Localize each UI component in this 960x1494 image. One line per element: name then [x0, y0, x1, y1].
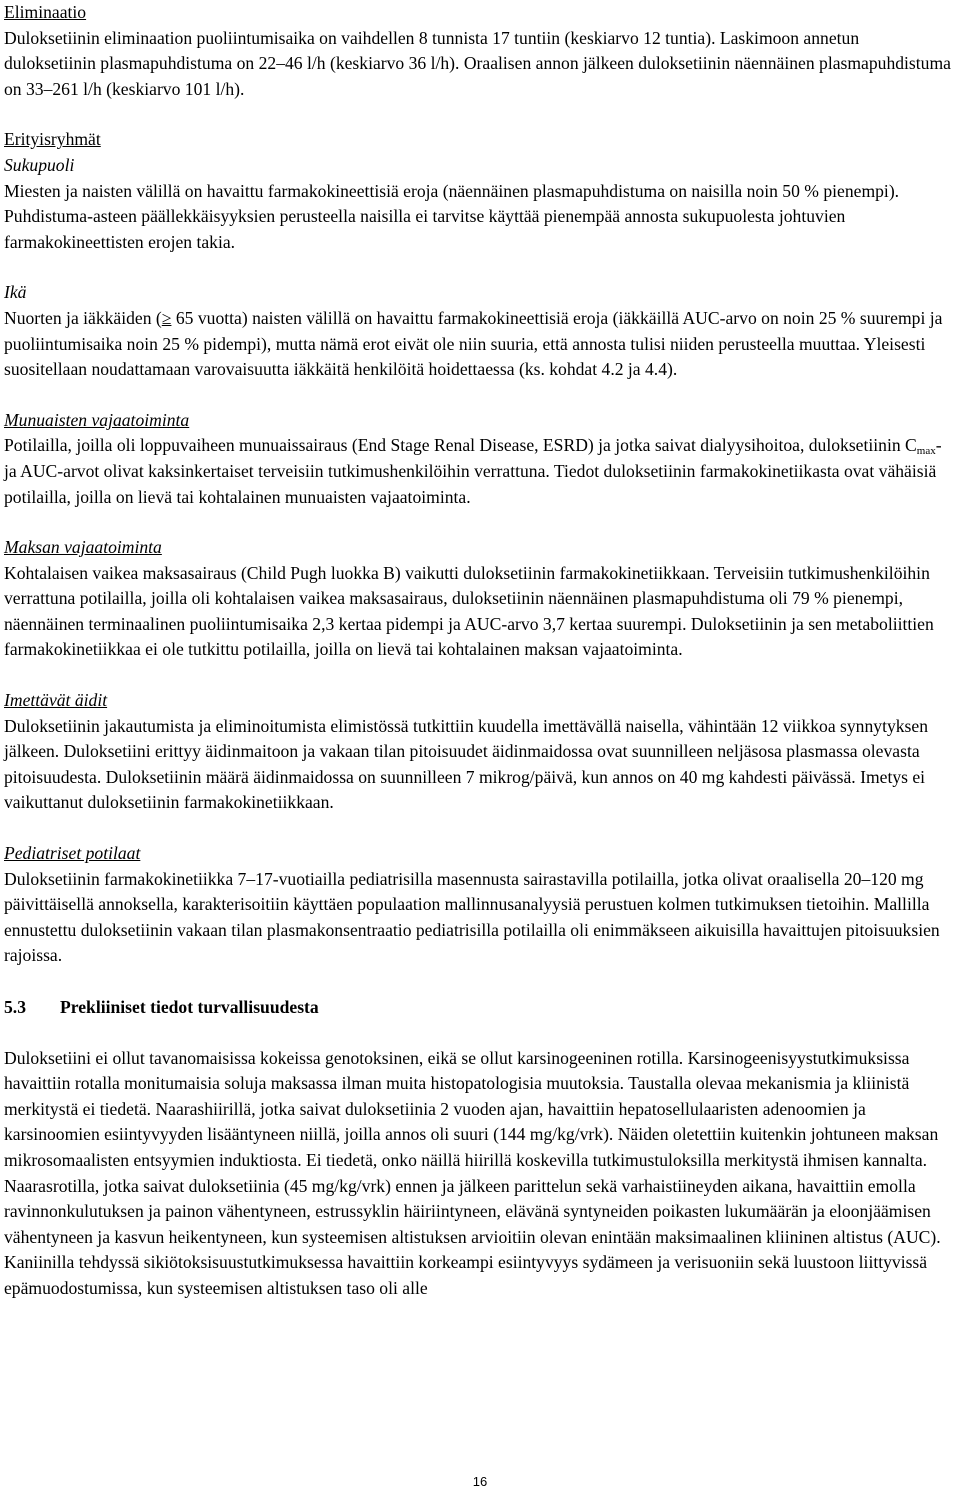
age-section — [4, 280, 954, 382]
renal-paragraph — [4, 433, 954, 510]
special-groups-section — [4, 127, 954, 255]
elimination-section — [4, 0, 954, 102]
renal-section — [4, 408, 954, 510]
renal-text-start: Potilailla, joilla oli loppuvaiheen munuaissairaus (End Stage Renal Disease, ESRD) ja jotka saivat dialyysihoitoa, duloksetiinin C — [4, 435, 917, 456]
nursing-paragraph: Duloksetiinin jakautumista ja eliminoitumista elimistössä tutkittiin kuudella imettävällä naisella, vähintään 12 viikkoa synnytyksen jälkeen. Duloksetiini erittyy äidinmaitoon ja vakaan tilan pitoisuudet äidinmaidossa ovat suunnilleen neljäsosa plasmassa olevasta pitoisuudesta. Duloksetiinin määrä äidinmaidossa on suunnilleen 7 mikrog/päivä, kun annos on 40 mg kahdesti päivässä. Imetys ei vaikuttanut duloksetiinin farmakokinetiikkaan. — [4, 715, 929, 813]
cmax-subscript: max — [916, 445, 936, 458]
nursing-section — [4, 688, 954, 816]
age-text-end: 65 vuotta) naisten välillä on havaittu farmakokineettisiä eroja (iäkkäillä AUC-arvo on noin 25 % suurempi ja puoliintumisaika noin 25 % pidempi), mutta nämä erot eivät ole niin suuria, että annosta tulisi niiden perusteella muuttaa. Yleisesti suositellaan noudattamaan varovaisuutta iäkkäitä henkilöitä hoidettaessa (ks. kohdat 4.2 ja 4.4). — [4, 307, 943, 380]
page-number: 16 — [472, 1474, 488, 1489]
preclinical-section — [4, 1046, 954, 1302]
pediatric-paragraph: Duloksetiinin farmakokinetiikka 7–17-vuotiailla pediatrisilla masennusta sairastavilla potilailla, jotka olivat oraalisella 20–120 mg päivittäisellä annoksella, karakterisoitiin käyttäen populaation mallinnusanalyysiä perustuen kolmen tutkimuksen tietoihin. Mallilla ennustettu duloksetiinin vakaan tilan plasmakonsentraatio pediatrisilla potilailla oli enimmäkseen aikuisilla havaittujen pitoisuuksien rajoissa. — [4, 868, 940, 966]
special-groups-heading: Erityisryhmät — [4, 129, 101, 150]
hepatic-section — [4, 535, 954, 663]
hepatic-paragraph: Kohtalaisen vaikea maksasairaus (Child Pugh luokka B) vaikutti duloksetiinin farmakokinetiikkaan. Terveisiin tutkimushenkilöihin verrattuna potilailla, joilla oli kohtalaisen vaikea maksasairaus, duloksetiinin näennäinen plasmapuhdistuma oli 79 % pienempi, näennäinen terminaalinen puoliintumisaika 2,3 kertaa pidempi ja AUC-arvo 3,7 kertaa suurempi. Duloksetiinin ja sen metaboliittien farmakokinetiikkaa ei ole tutkittu potilailla, joilla on lievä tai kohtalainen maksan vajaatoiminta. — [4, 562, 934, 660]
preclinical-paragraph: Duloksetiini ei ollut tavanomaisissa kokeissa genotoksinen, eikä se ollut karsinogeeninen rotilla. Karsinogeenisyystutkimuksissa havaittiin rotalla monitumaisia soluja maksassa ilman muita histopatologisia muutoksia. Taustalla olevaa mekanismia ja kliinistä merkitystä ei tiedetä. Naarashiirillä, jotka saivat duloksetiinia 2 vuoden ajan, havaittiin hepatosellulaaristen adenoomien ja karsinoomien esiintyvyyden lisääntyneen niillä, joilla annos oli suuri (144 mg/kg/vrk). Näiden oletettiin kuitenkin johtuneen maksan mikrosomaalisten entsyymien induktiosta. Ei tiedetä, onko näillä hiirillä koskevilla tutkimustuloksilla merkitystä ihmisen kannalta. Naarasrotilla, jotka saivat duloksetiinia (45 mg/kg/vrk) ennen ja jälkeen parittelun sekä varhaistiineyden aikana, havaittiin emolla ravinnonkulutuksen ja painon vähentyneen, estrussyklin häiriintyneen, elävänä syntyneiden poikasten lukumäärän ja eloonjäämisen vähentyneen ja kasvun heikentyneen, kun systeemisen altistuksen arvioitiin olevan enintään maksimaalinen kliininen altistus (AUC). Kaniinilla tehdyssä sikiötoksisuustutkimuksessa havaittiin korkeampi esiintyvyys sydämeen ja verisuoniin sekä luustoon liittyvissä epämuodostumissa, kun systeemisen altistuksen taso oli alle — [4, 1047, 941, 1298]
pediatric-section — [4, 841, 954, 969]
pediatric-heading: Pediatriset potilaat — [4, 843, 141, 864]
age-text-start: Nuorten ja iäkkäiden ( — [4, 307, 162, 328]
age-paragraph — [4, 306, 954, 383]
section-title: Prekliiniset tiedot turvallisuudesta — [60, 997, 319, 1017]
section-5-3-heading — [4, 995, 954, 1021]
hepatic-heading: Maksan vajaatoiminta — [4, 537, 162, 558]
document-page — [4, 0, 954, 1302]
renal-text-end: - ja AUC-arvot olivat kaksinkertaiset terveisiin tutkimushenkilöihin verrattuna. Tiedot duloksetiinin farmakokinetiikasta ovat vähäisiä potilailla, joilla on lievä tai kohtalainen munuaisten vajaatoiminta. — [4, 435, 942, 507]
sex-paragraph: Miesten ja naisten välillä on havaittu farmakokineettisiä eroja (näennäinen plasmapuhdistuma on naisilla noin 50 % pienempi). Puhdistuma-asteen päällekkäisyyksien perusteella naisilla ei tarvitse käyttää pienempää annosta sukupuolesta johtuvien farmakokineettisten erojen takia. — [4, 180, 900, 252]
sex-subheading: Sukupuoli — [4, 154, 75, 175]
elimination-heading: Eliminaatio — [4, 2, 87, 22]
elimination-paragraph: Duloksetiinin eliminaation puoliintumisaika on vaihdellen 8 tunnista 17 tuntiin (keskiarvo 12 tuntia). Laskimoon annetun duloksetiinin plasmapuhdistuma on 22–46 l/h (keskiarvo 36 l/h). Oraalisen annon jälkeen duloksetiinin näennäinen plasmapuhdistuma on 33–261 l/h (keskiarvo 101 l/h). — [4, 27, 951, 99]
nursing-heading: Imettävät äidit — [4, 690, 108, 711]
age-subheading: Ikä — [4, 282, 27, 303]
section-number: 5.3 — [4, 997, 26, 1017]
greater-equal-symbol: ≥ — [161, 307, 172, 328]
renal-heading: Munuaisten vajaatoiminta — [4, 409, 190, 430]
